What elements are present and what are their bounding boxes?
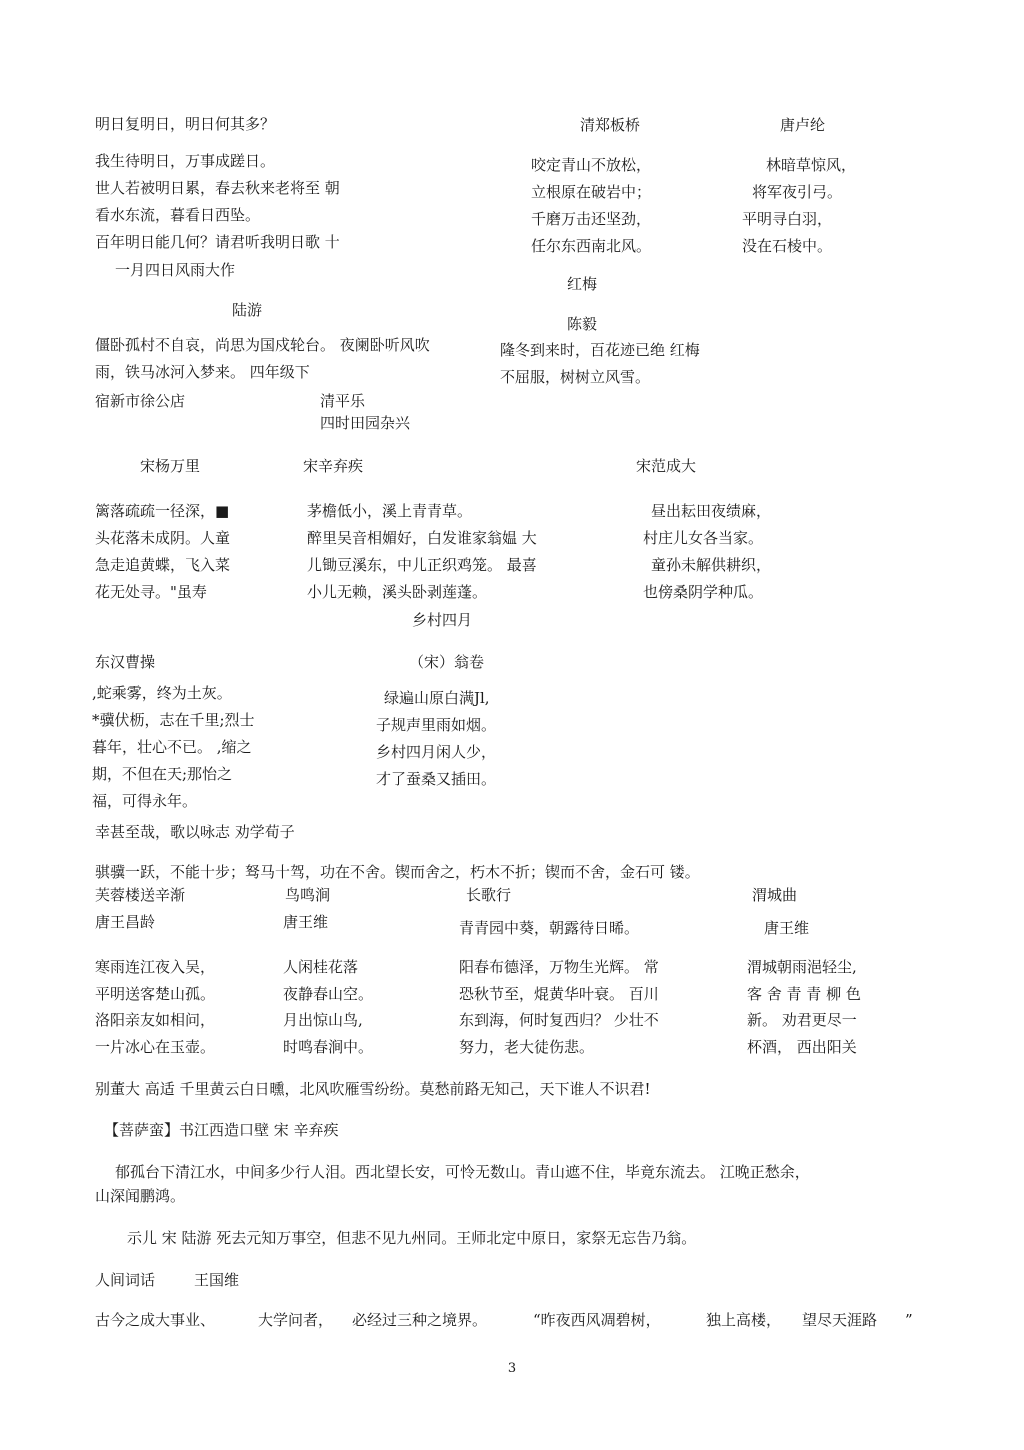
poem-line: 恐秋节至，焜黄华叶衰。 百川	[459, 984, 659, 1003]
shier-paragraph: 示儿 宋 陆游 死去元知万事空，但悲不见九州同。王师北定中原日，家祭无忘告乃翁。	[127, 1229, 697, 1247]
poem-line: 东到海，何时复西归？ 少壮不	[459, 1011, 659, 1030]
renjian-author: 王国维	[194, 1271, 240, 1289]
weicheng-author: 唐王维	[764, 919, 810, 937]
poem-line: 世人若被明日累，春去秋来老将至 朝	[95, 179, 340, 197]
poem-line: 篱落疏疏一径深，■	[95, 502, 230, 520]
poem-line: 隆冬到来时，百花迹已绝 红梅	[500, 341, 700, 359]
hongmei-poem	[500, 337, 700, 391]
mingri-poem	[95, 148, 340, 256]
furong-author: 唐王昌龄	[95, 913, 156, 931]
weicheng-title: 渭城曲	[752, 886, 798, 904]
poem-line: 乡村四月闲人少，	[376, 743, 497, 761]
poem-line: 寒雨连江夜入吴，	[95, 958, 216, 976]
poem-line: 看水东流，暮看日西坠。	[95, 206, 261, 224]
renjian-text-d: “昨夜西风凋碧树，	[533, 1311, 661, 1329]
xin-poem	[307, 498, 537, 606]
quanxue-paragraph: 骐骥一跃，不能十步；驽马十驾，功在不舍。锲而舍之，朽木不折；锲而不舍，金石可 镂。	[95, 863, 700, 881]
furong-title: 芙蓉楼送辛渐	[95, 886, 186, 904]
fengyu-author: 陆游	[232, 301, 263, 319]
poem-line: 努力，老大徒伤悲。	[459, 1038, 595, 1057]
poem-line: 子规声里雨如烟。	[376, 716, 497, 734]
poem-line: 绿遍山原白满Jl,	[384, 689, 490, 707]
poem-line: 渭城朝雨浥轻尘,	[747, 958, 857, 976]
poem-line: 将军夜引弓。	[752, 183, 843, 201]
poem-line: 人闲桂花落	[283, 958, 359, 976]
renjian-text-e: 独上高楼，	[706, 1311, 782, 1329]
furong-poem	[95, 954, 215, 1061]
poem-line: 咬定青山不放松，	[531, 156, 652, 174]
fengyu-title: 一月四日风雨大作	[115, 261, 236, 279]
poem-line: 村庄儿女各当家。	[643, 529, 764, 547]
poem-line: 没在石棱中。	[742, 237, 833, 255]
pusaman-line-2: 山深闻鹏鸿。	[95, 1187, 186, 1205]
fengyu-poem	[95, 332, 430, 386]
zheng-author: 清郑板桥	[580, 116, 641, 134]
poem-line: 不屈服，树树立风雪。	[500, 368, 651, 386]
poem-line: 任尔东西南北风。	[531, 237, 652, 255]
poem-line: 才了蚕桑又插田。	[376, 770, 497, 788]
lu-poem	[742, 152, 856, 260]
poem-line: 暮年，壮心不已。 ,缩之	[92, 738, 252, 756]
pusaman-line-1: 郁孤台下清江水，中间多少行人泪。西北望长安，可怜无数山。青山遮不住，毕竟东流去。 江晚正愁余，	[115, 1163, 810, 1181]
poem-line: 昼出耘田夜绩麻，	[651, 502, 772, 520]
poem-line: 僵卧孤村不自哀，尚思为国戍轮台。 夜阑卧听风吹	[95, 336, 430, 354]
poem-line: 林暗草惊风，	[766, 156, 857, 174]
renjian-title: 人间词话	[95, 1271, 156, 1289]
poem-line: 花无处寻。"虽寿	[95, 583, 207, 601]
niao-title: 鸟鸣涧	[285, 886, 331, 904]
poem-line: *骥伏枥，志在千里;烈士	[92, 711, 255, 729]
poem-line: 月出惊山鸟,	[283, 1011, 363, 1030]
poem-line: 夜静春山空。	[283, 984, 374, 1003]
poem-line: 洛阳亲友如相问，	[95, 1011, 216, 1030]
poem-line: 百年明日能几何？请君听我明日歌 十	[95, 233, 340, 251]
poem-line: 一片冰心在玉壶。	[95, 1038, 216, 1057]
qingpingle-title: 清平乐	[320, 392, 366, 410]
hongmei-author-clipped: 陈毅	[567, 315, 598, 333]
page-number: 3	[507, 1361, 517, 1376]
weicheng-poem	[747, 954, 861, 1061]
changge-poem	[459, 954, 659, 1061]
xin-author: 宋辛弃疾	[303, 457, 364, 475]
biedongda-paragraph: 别董大 高适 千里黄云白日曛，北风吹雁雪纷纷。莫愁前路无知己，天下谁人不识君!	[95, 1080, 651, 1098]
weng-poem	[376, 685, 496, 793]
poem-line: 小儿无赖，溪头卧剥莲蓬。	[307, 583, 488, 601]
weng-author: （宋）翁卷	[409, 653, 485, 671]
changge-title: 长歌行	[466, 886, 512, 904]
poem-line: ,蛇乘雾，终为土灰。	[92, 684, 232, 702]
yang-author: 宋杨万里	[140, 457, 201, 475]
poem-line: 福，可得永年。	[92, 792, 198, 810]
renjian-text-g: ”	[905, 1311, 913, 1329]
fan-poem	[643, 498, 771, 606]
niao-poem	[283, 954, 373, 1061]
poem-line: 阳春布德泽，万物生光辉。 常	[459, 958, 659, 976]
poem-line: 茅檐低小，溪上青青草。	[307, 502, 473, 520]
niao-author: 唐王维	[283, 913, 329, 931]
poem-line: 我生待明日，万事成蹉日。	[95, 152, 276, 170]
lu-author: 唐卢纶	[780, 116, 826, 134]
poem-line: 也傍桑阴学种瓜。	[643, 583, 764, 601]
poem-line: 杯酒， 西出阳关	[747, 1038, 857, 1057]
xiangcun-title: 乡村四月	[412, 611, 473, 629]
poem-line: 醉里吴音相媚好，白发谁家翁媪 大	[307, 529, 537, 547]
poem-line: 期，不但在天;那怡之	[92, 765, 233, 783]
poem-line: 立根原在破岩中；	[531, 183, 652, 201]
yang-poem	[95, 498, 230, 606]
cao-poem	[92, 680, 255, 815]
changge-first-line: 青青园中葵，朝露待日晞。	[459, 919, 640, 937]
hongmei-title: 红梅	[567, 275, 598, 293]
poem-line: 急走追黄蝶，飞入菜	[95, 556, 231, 574]
poem-line: 童孙未解供耕织，	[651, 556, 772, 574]
renjian-text-f: 望尽天涯路	[802, 1311, 878, 1329]
poem-line: 儿锄豆溪东，中儿正织鸡笼。 最喜	[307, 556, 537, 574]
poem-line: 平明送客楚山孤。	[95, 984, 216, 1003]
pusaman-title: 【菩萨蛮】书江西造口壁 宋 辛弃疾	[104, 1121, 339, 1139]
xingshen-line: 幸甚至哉，歌以咏志 劝学荀子	[95, 823, 295, 841]
renjian-text-c: 必经过三种之境界。	[352, 1311, 488, 1329]
poem-line: 头花落未成阴。人童	[95, 529, 231, 547]
poem-line: 雨，铁马冰河入梦来。 四年级下	[95, 363, 310, 381]
xinshi-title: 宿新市徐公店	[95, 392, 186, 410]
cao-author: 东汉曹操	[95, 653, 156, 671]
poem-line: 客 舍 青 青 柳 色	[747, 984, 861, 1003]
fan-author: 宋范成大	[636, 457, 697, 475]
poem-line: 新。 劝君更尽一	[747, 1011, 857, 1030]
renjian-text-b: 大学问者，	[258, 1311, 334, 1329]
mingri-first-line: 明日复明日，明日何其多？	[95, 115, 276, 133]
poem-line: 平明寻白羽，	[742, 210, 833, 228]
zheng-poem	[531, 152, 651, 260]
sishi-title: 四时田园杂兴	[320, 414, 411, 432]
poem-line: 时鸣春涧中。	[283, 1038, 374, 1057]
renjian-text-a: 古今之成大事业、	[95, 1311, 216, 1329]
poem-line: 千磨万击还坚劲，	[531, 210, 652, 228]
